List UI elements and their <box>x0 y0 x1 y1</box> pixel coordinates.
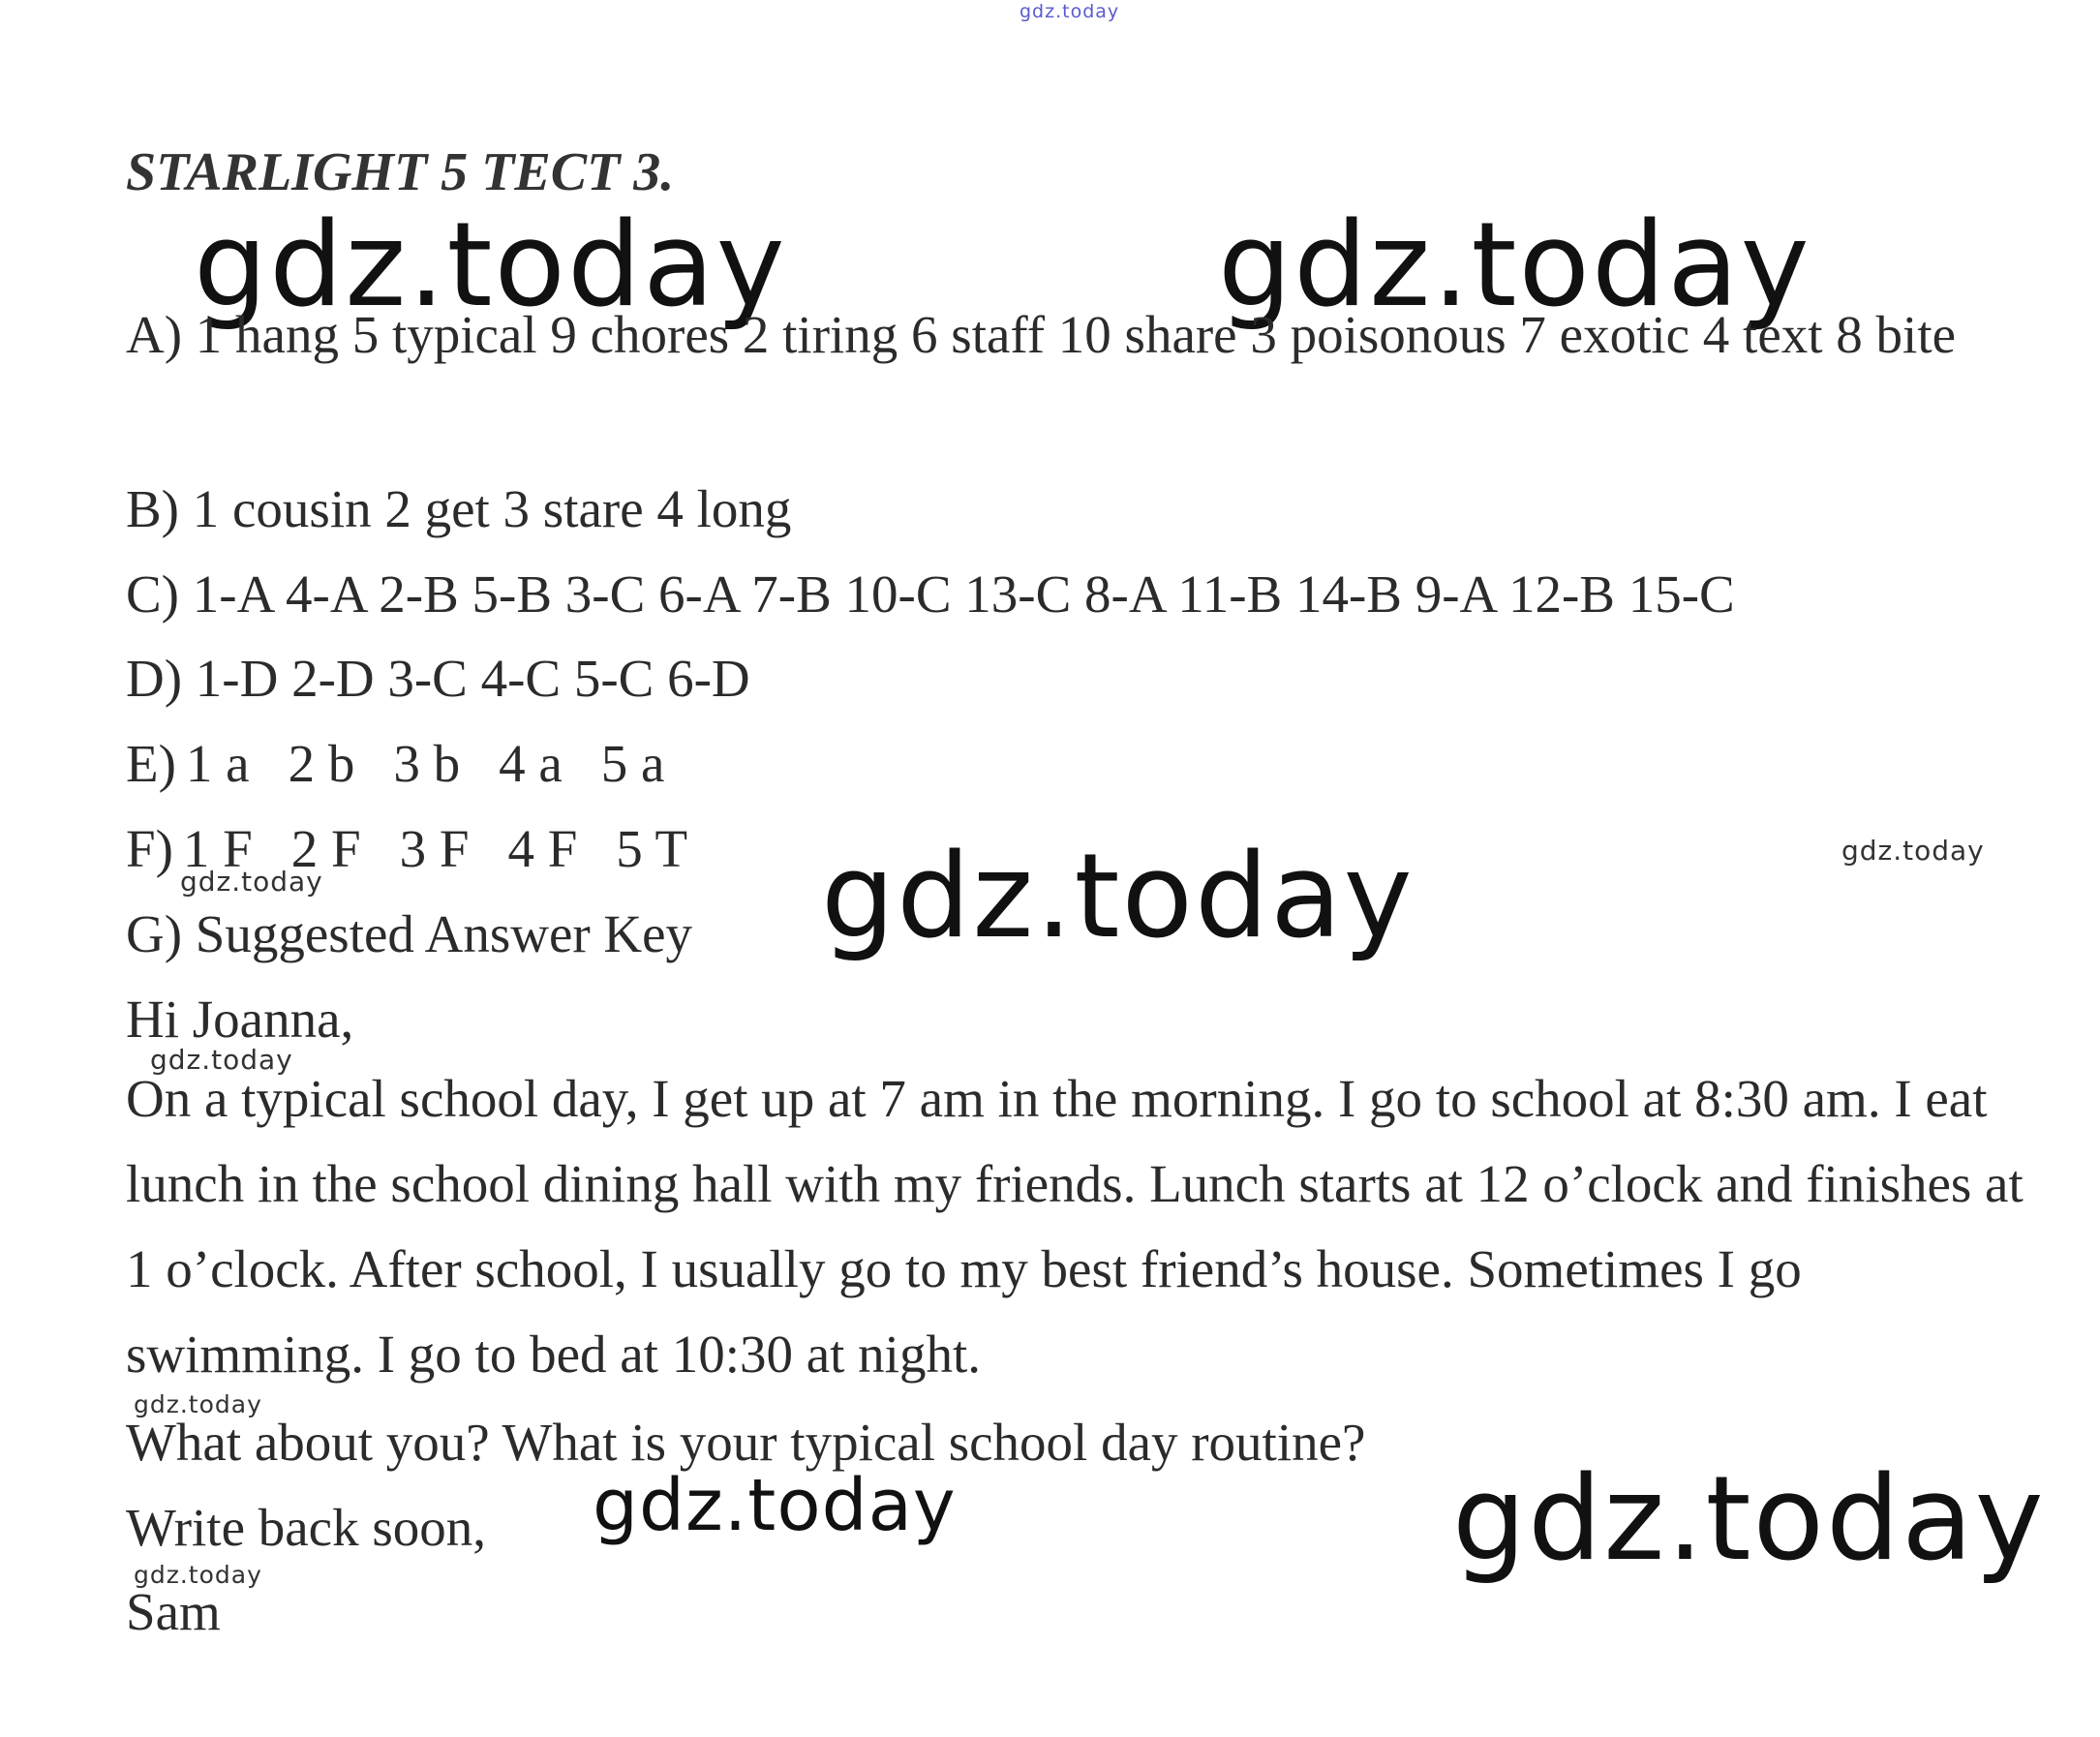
document-title: STARLIGHT 5 TECT 3. <box>126 142 675 202</box>
watermark-small: gdz.today <box>134 1561 262 1589</box>
section-f-item: 1 F <box>182 819 253 878</box>
section-e-item: 4 a <box>499 734 563 793</box>
section-f-item: 3 F <box>399 819 470 878</box>
watermark-large-center: gdz.today <box>821 830 1415 964</box>
answers-section-g: G) Suggested Answer Key <box>126 904 693 963</box>
section-e-item: 1 a <box>185 734 250 793</box>
watermark-small: gdz.today <box>180 866 323 898</box>
section-e-item: 5 a <box>600 734 665 793</box>
letter-closing: Write back soon, <box>126 1498 486 1557</box>
letter-signature: Sam <box>126 1582 221 1641</box>
letter-question: What about you? What is your typical school day routine? <box>126 1413 1366 1472</box>
section-e-label: E) <box>126 734 176 793</box>
section-f-label: F) <box>126 819 173 878</box>
section-e-item: 3 b <box>393 734 461 793</box>
watermark-large-left: gdz.today <box>194 198 787 333</box>
section-f-item: 2 F <box>290 819 361 878</box>
watermark-small-right: gdz.today <box>1841 835 1985 867</box>
answers-section-a: A) 1 hang 5 typical 9 chores 2 tiring 6 staff 10 share 3 poisonous 7 exotic 4 text 8 bite <box>126 305 1957 364</box>
watermark-large-right: gdz.today <box>1218 198 1811 333</box>
section-f-item: 4 F <box>507 819 578 878</box>
answers-section-d: D) 1-D 2-D 3-C 4-C 5-C 6-D <box>126 649 750 708</box>
letter-body: On a typical school day, I get up at 7 am in the morning. I go to school at 8:30 am. I eat lunch in the school dining hall with my friends. Lunch starts at 12 o’clock and finishes at 1 o’clock. After school, I usually go to my best friend’s house. Sometimes I go swimming. I go to bed at 10:30 at night. <box>126 1069 2024 1384</box>
watermark-small: gdz.today <box>134 1390 262 1418</box>
section-f-item: 5 T <box>616 819 688 878</box>
answers-section-c: C) 1-A 4-A 2-B 5-B 3-C 6-A 7-B 10-C 13-C 8-A 11-B 14-B 9-A 12-B 15-C <box>126 564 1735 624</box>
letter-greeting: Hi Joanna, <box>126 990 354 1049</box>
answers-section-b: B) 1 cousin 2 get 3 stare 4 long <box>126 479 792 538</box>
section-e-item: 2 b <box>288 734 355 793</box>
watermark-medium: gdz.today <box>593 1464 957 1547</box>
answers-section-e <box>126 734 703 794</box>
watermark-top: gdz.today <box>1020 1 1120 22</box>
watermark-small: gdz.today <box>150 1044 293 1076</box>
watermark-large-bottom: gdz.today <box>1452 1452 2046 1587</box>
